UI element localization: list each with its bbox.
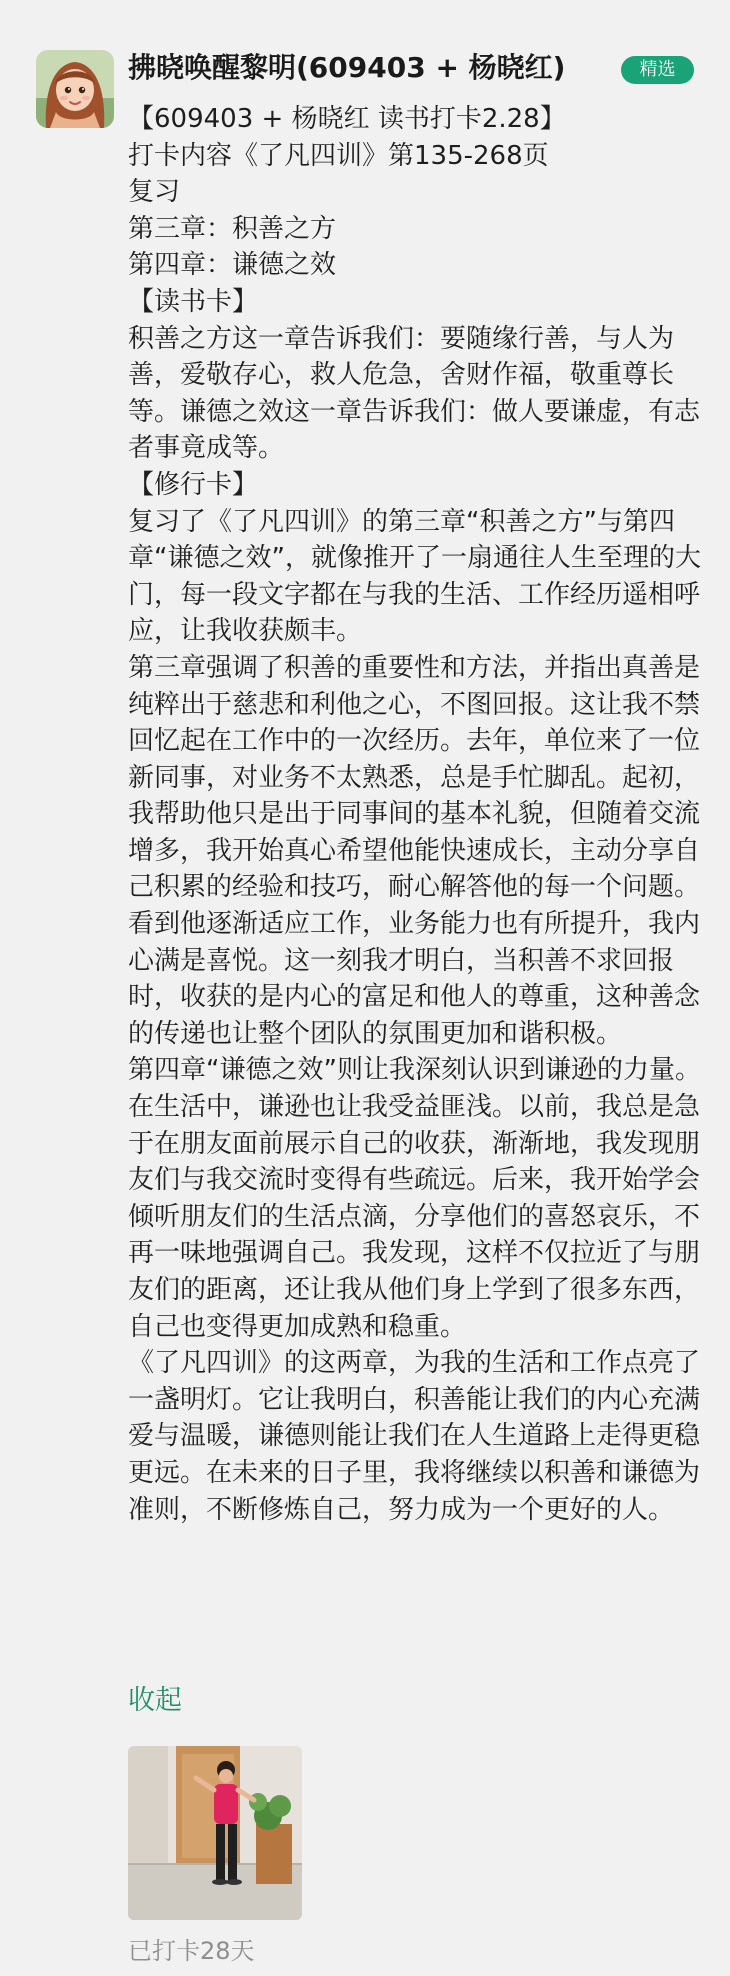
author-name[interactable]: 拂晓唤醒黎明(609403 + 杨晓红)	[128, 51, 566, 84]
post-paragraph: 第三章强调了积善的重要性和方法，并指出真善是纯粹出于慈悲和利他之心，不图回报。这让我不禁回忆起在工作中的一次经历。去年，单位来了一位新同事，对业务不太熟悉，总是手忙脚乱。起初，我帮助他只是出于同事间的基本礼貌，但随着交流增多，我开始真心希望他能快速成长，主动分享自己积累的经验和技巧，耐心解答他的每一个问题。看到他逐渐适应工作，业务能力也有所提升，我内心满是喜悦。这一刻我才明白，当积善不求回报时，收获的是内心的富足和他人的尊重，这种善念的传递也让整个团队的氛围更加和谐积极。	[128, 652, 701, 1049]
featured-badge: 精选	[621, 56, 694, 84]
post-paragraph: 【609403 + 杨晓红 读书打卡2.28】	[128, 104, 566, 134]
post-paragraph: 第四章：谦德之效	[128, 250, 337, 281]
exercise-photo-thumbnail-icon	[128, 1746, 302, 1920]
post-paragraph: 复习了《了凡四训》的第三章“积善之方”与第四章“谦德之效”，就像推开了一扇通往人生至理的大门，每一段文字都在与我的生活、工作经历遥相呼应，让我收获颇丰。	[128, 506, 701, 647]
post-paragraph: 《了凡四训》的这两章，为我的生活和工作点亮了一盏明灯。它让我明白，积善能让我们的内心充满爱与温暖，谦德则能让我们在人生道路上走得更稳更远。在未来的日子里，我将继续以积善和谦德为准则，不断修炼自己，努力成为一个更好的人。	[128, 1348, 701, 1525]
post-paragraph: 打卡内容《了凡四训》第135-268页	[128, 140, 549, 171]
cartoon-girl-avatar-icon	[36, 50, 114, 128]
post-photo[interactable]	[128, 1746, 302, 1920]
checkin-status: 已打卡28天	[128, 1937, 255, 1965]
post-content	[128, 101, 708, 1528]
post-paragraph: 【读书卡】	[128, 286, 259, 317]
post-paragraph: 【修行卡】	[128, 469, 259, 500]
avatar[interactable]	[36, 50, 114, 128]
post-paragraph: 复习	[128, 177, 181, 208]
post-paragraph: 第四章“谦德之效”则让我深刻认识到谦逊的力量。 在生活中，谦逊也让我受益匪浅。以前，我总是急于在朋友面前展示自己的收获，渐渐地，我发现朋友们与我交流时变得有些疏远。后来，我开始学会倾听朋友们的生活点滴，分享他们的喜怒哀乐，不再一味地强调自己。我发现，这样不仅拉近了与朋友们的距离，还让我从他们身上学到了很多东西，自己也变得更加成熟和稳重。	[128, 1055, 701, 1342]
post-paragraph: 积善之方这一章告诉我们：要随缘行善，与人为善，爱敬存心，救人危急，舍财作福，敬重尊长等。谦德之效这一章告诉我们：做人要谦虚，有志者事竟成等。	[128, 323, 701, 464]
collapse-link[interactable]: 收起	[128, 1685, 182, 1716]
post-paragraph: 第三章：积善之方	[128, 213, 337, 244]
